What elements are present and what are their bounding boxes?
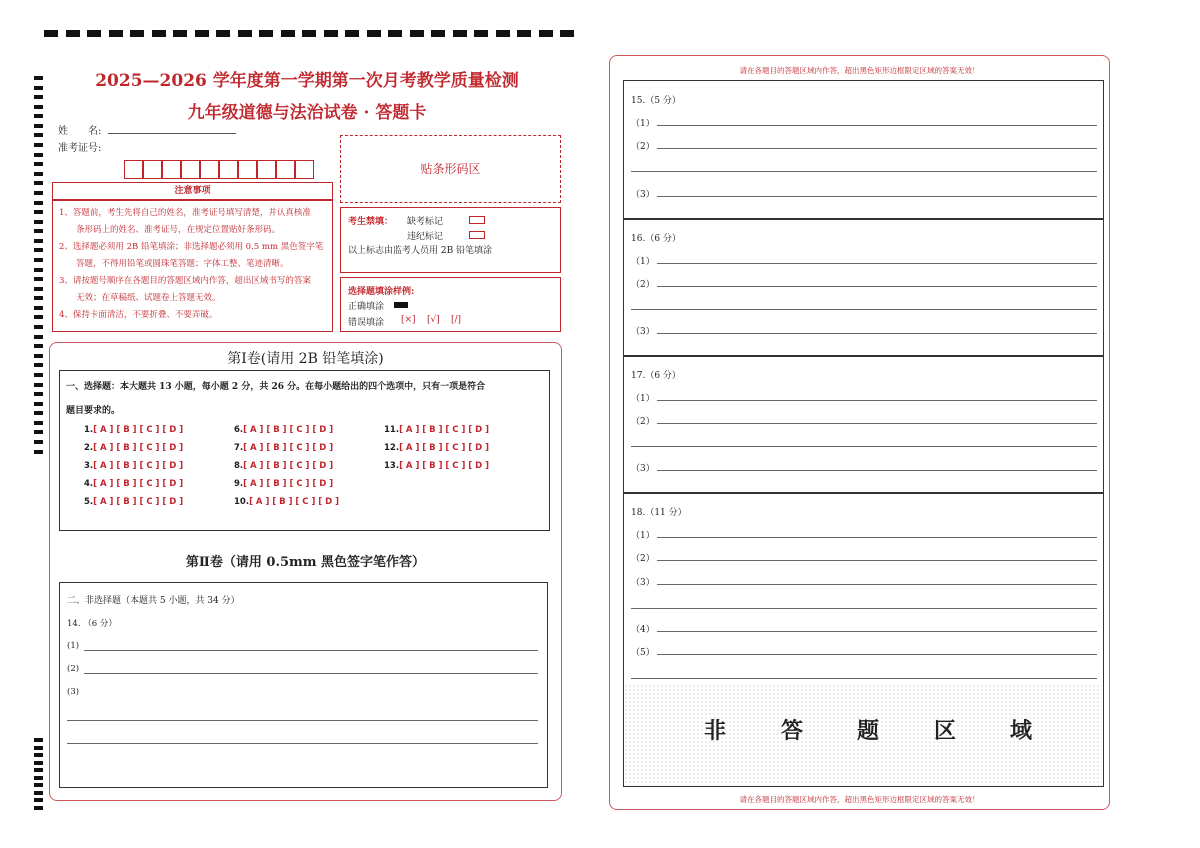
non-answer-char: 题 [857,718,880,744]
answer-line[interactable] [657,423,1097,424]
notice-line: 1、答题前，考生先将自己的姓名，准考证号填写清楚，并认真核准 [59,208,311,218]
wrong-mark: [/] [451,315,462,325]
exam-subtitle: 九年级道德与法治试卷 · 答题卡 [187,103,427,123]
name-label: 姓 名: [58,126,102,137]
non-answer-char: 区 [934,718,957,744]
absent-label: 缺考标记 [407,217,444,227]
answer-line[interactable] [67,743,538,744]
q16-label: 16.（6 分） [631,234,681,244]
barcode-label: 贴条形码区 [420,162,481,176]
choice-number: 3. [84,461,94,471]
fill-sample-box [340,277,561,332]
top-warning: 请在各题目的答题区域内作答，超出黑色矩形边框限定区域的答案无效！ [739,66,980,75]
fill-sample-title: 选择题填涂样例: [348,287,415,297]
answer-line[interactable] [657,631,1097,632]
answer-line[interactable] [67,720,538,721]
violation-label: 违纪标记 [407,232,444,242]
choice-row[interactable] [384,425,489,435]
part2-section: 二、非选择题（本题共 5 小题，共 34 分） [67,596,240,606]
non-answer-zone [624,684,1102,786]
choice-number: 8. [234,461,244,471]
id-cell[interactable] [124,160,143,179]
id-number-cells[interactable] [124,160,314,179]
part2-title: 第Ⅱ卷（请用 0.5mm 黑色签字笔作答） [185,555,426,570]
answer-line[interactable] [657,125,1097,126]
choice-number: 7. [234,443,244,453]
answer-line[interactable] [657,333,1097,334]
choice-row[interactable] [234,443,333,453]
choice-options[interactable]: [ A ] [ B ] [ C ] [ D ] [399,461,490,471]
notice-line: 4、保持卡面清洁，不要折叠、不要弄破。 [59,310,218,320]
q15-box [623,80,1104,219]
absent-mark[interactable] [469,216,485,224]
answer-line[interactable] [657,263,1097,264]
notice-line: 3、请按题号顺序在各题目的答题区域内作答，超出区域书写的答案 [59,276,311,286]
part1-instruction: 一、选择题：本大题共 13 小题，每小题 2 分，共 26 分。在每小题给出的四个选项中，只有一项是符合 [66,382,486,392]
choice-number: 1. [84,425,94,435]
notice-box [52,200,333,332]
choice-options[interactable]: [ A ] [ B ] [ C ] [ D ] [93,497,184,507]
q14-box [59,582,548,788]
q14-label: 14. （6 分） [67,619,117,629]
answer-line[interactable] [657,148,1097,149]
id-cell[interactable] [181,160,200,179]
choice-number: 6. [234,425,244,435]
wrong-mark: [×] [401,315,416,325]
non-answer-char: 非 [704,718,727,744]
notice-line: 2、选择题必须用 2B 铅笔填涂；非选择题必须用 0.5 mm 黑色签字笔 [59,242,324,252]
choice-row[interactable] [234,461,333,471]
id-cell[interactable] [143,160,162,179]
q18-box [623,493,1104,787]
choice-number: 12. [384,443,400,453]
choice-row[interactable] [384,443,489,453]
choice-options[interactable]: [ A ] [ B ] [ C ] [ D ] [243,443,334,453]
notice-line: 无效；在草稿纸、试题卷上答题无效。 [59,293,221,303]
q18-sub5: （5） [631,648,655,658]
choice-options[interactable]: [ A ] [ B ] [ C ] [ D ] [93,443,184,453]
answer-line[interactable] [631,446,1097,447]
q15-sub2: （2） [631,142,655,152]
answer-line[interactable] [657,196,1097,197]
answer-line[interactable] [631,171,1097,172]
choice-number: 11. [384,425,400,435]
forbidden-label: 考生禁填： [348,217,394,227]
choice-row[interactable] [234,479,333,489]
choice-number: 9. [234,479,244,489]
choice-number: 4. [84,479,94,489]
choice-row[interactable] [84,461,183,471]
id-cell[interactable] [162,160,181,179]
timing-marks-left-upper [34,76,43,454]
q14-sub3: (3) [67,687,80,697]
choice-options[interactable]: [ A ] [ B ] [ C ] [ D ] [93,425,184,435]
answer-line[interactable] [657,560,1097,561]
choice-number: 10. [234,497,250,507]
answer-line[interactable] [657,654,1097,655]
forbidden-box [340,207,561,273]
answer-line[interactable] [631,608,1097,609]
q16-sub3: （3） [631,327,655,337]
non-answer-char: 答 [781,718,804,744]
answer-line[interactable] [657,286,1097,287]
wrong-label: 错误填涂 [348,318,385,328]
q18-sub1: （1） [631,531,655,541]
q15-sub3: （3） [631,190,655,200]
choice-row[interactable] [234,425,333,435]
q17-sub1: （1） [631,394,655,404]
q18-label: 18.（11 分） [631,508,687,518]
q15-sub1: （1） [631,119,655,129]
part1-title: 第Ⅰ卷(请用 2B 铅笔填涂) [227,351,384,367]
q17-label: 17.（6 分） [631,371,681,381]
id-cell[interactable] [276,160,295,179]
notice-line: 条形码上的姓名、准考证号，在规定位置贴好条形码。 [59,225,281,235]
answer-line[interactable] [631,309,1097,310]
choice-options[interactable]: [ A ] [ B ] [ C ] [ D ] [93,461,184,471]
answer-line[interactable] [657,400,1097,401]
notice-title-box [52,182,333,200]
notice-line: 答题，不得用铅笔或圆珠笔答题；字体工整、笔迹清晰。 [59,259,289,269]
q17-sub2: （2） [631,417,655,427]
choice-options[interactable]: [ A ] [ B ] [ C ] [ D ] [243,425,334,435]
q17-box [623,356,1104,493]
q18-sub3: （3） [631,578,655,588]
choice-options[interactable]: [ A ] [ B ] [ C ] [ D ] [399,425,490,435]
id-cell[interactable] [295,160,314,179]
choice-row[interactable] [84,425,183,435]
choice-row[interactable] [84,443,183,453]
choice-options[interactable]: [ A ] [ B ] [ C ] [ D ] [249,497,340,507]
answer-line[interactable] [84,673,538,674]
correct-fill-mark [394,302,408,308]
choice-number: 5. [84,497,94,507]
notice-title: 注意事项 [174,186,211,196]
choice-row[interactable] [384,461,489,471]
barcode-area [340,135,561,203]
id-cell[interactable] [219,160,238,179]
choice-options[interactable]: [ A ] [ B ] [ C ] [ D ] [243,479,334,489]
answer-line[interactable] [657,537,1097,538]
wrong-mark: [√] [427,315,440,325]
forbidden-note: 以上标志由监考人员用 2B 铅笔填涂 [348,246,493,256]
q16-sub2: （2） [631,280,655,290]
id-cell[interactable] [238,160,257,179]
non-answer-char: 域 [1010,718,1033,744]
exam-title: 2025—2026 学年度第一学期第一次月考教学质量检测 [95,71,519,91]
q16-box [623,219,1104,356]
answer-line[interactable] [657,470,1097,471]
q17-sub3: （3） [631,464,655,474]
answer-line[interactable] [84,650,538,651]
q14-sub2: (2) [67,664,80,674]
q14-sub1: (1) [67,641,80,651]
id-label: 准考证号: [58,143,102,154]
choice-row[interactable] [234,497,339,507]
choice-options[interactable]: [ A ] [ B ] [ C ] [ D ] [93,479,184,489]
timing-marks-top [44,30,574,38]
id-cell[interactable] [257,160,276,179]
name-field[interactable] [108,133,236,134]
timing-marks-left-lower [34,738,43,810]
q18-sub2: （2） [631,554,655,564]
q15-label: 15.（5 分） [631,96,681,106]
choice-number: 13. [384,461,400,471]
bottom-warning: 请在各题目的答题区域内作答，超出黑色矩形边框限定区域的答案无效！ [739,795,980,804]
q16-sub1: （1） [631,257,655,267]
q18-sub4: （4） [631,625,655,635]
choice-row[interactable] [84,497,183,507]
answer-line[interactable] [631,678,1097,679]
choice-number: 2. [84,443,94,453]
correct-label: 正确填涂 [348,302,385,312]
id-cell[interactable] [200,160,219,179]
choice-options[interactable]: [ A ] [ B ] [ C ] [ D ] [399,443,490,453]
violation-mark[interactable] [469,231,485,239]
part1-instruction-2: 题目要求的。 [66,406,121,416]
choice-row[interactable] [84,479,183,489]
answer-line[interactable] [657,584,1097,585]
choice-options[interactable]: [ A ] [ B ] [ C ] [ D ] [243,461,334,471]
